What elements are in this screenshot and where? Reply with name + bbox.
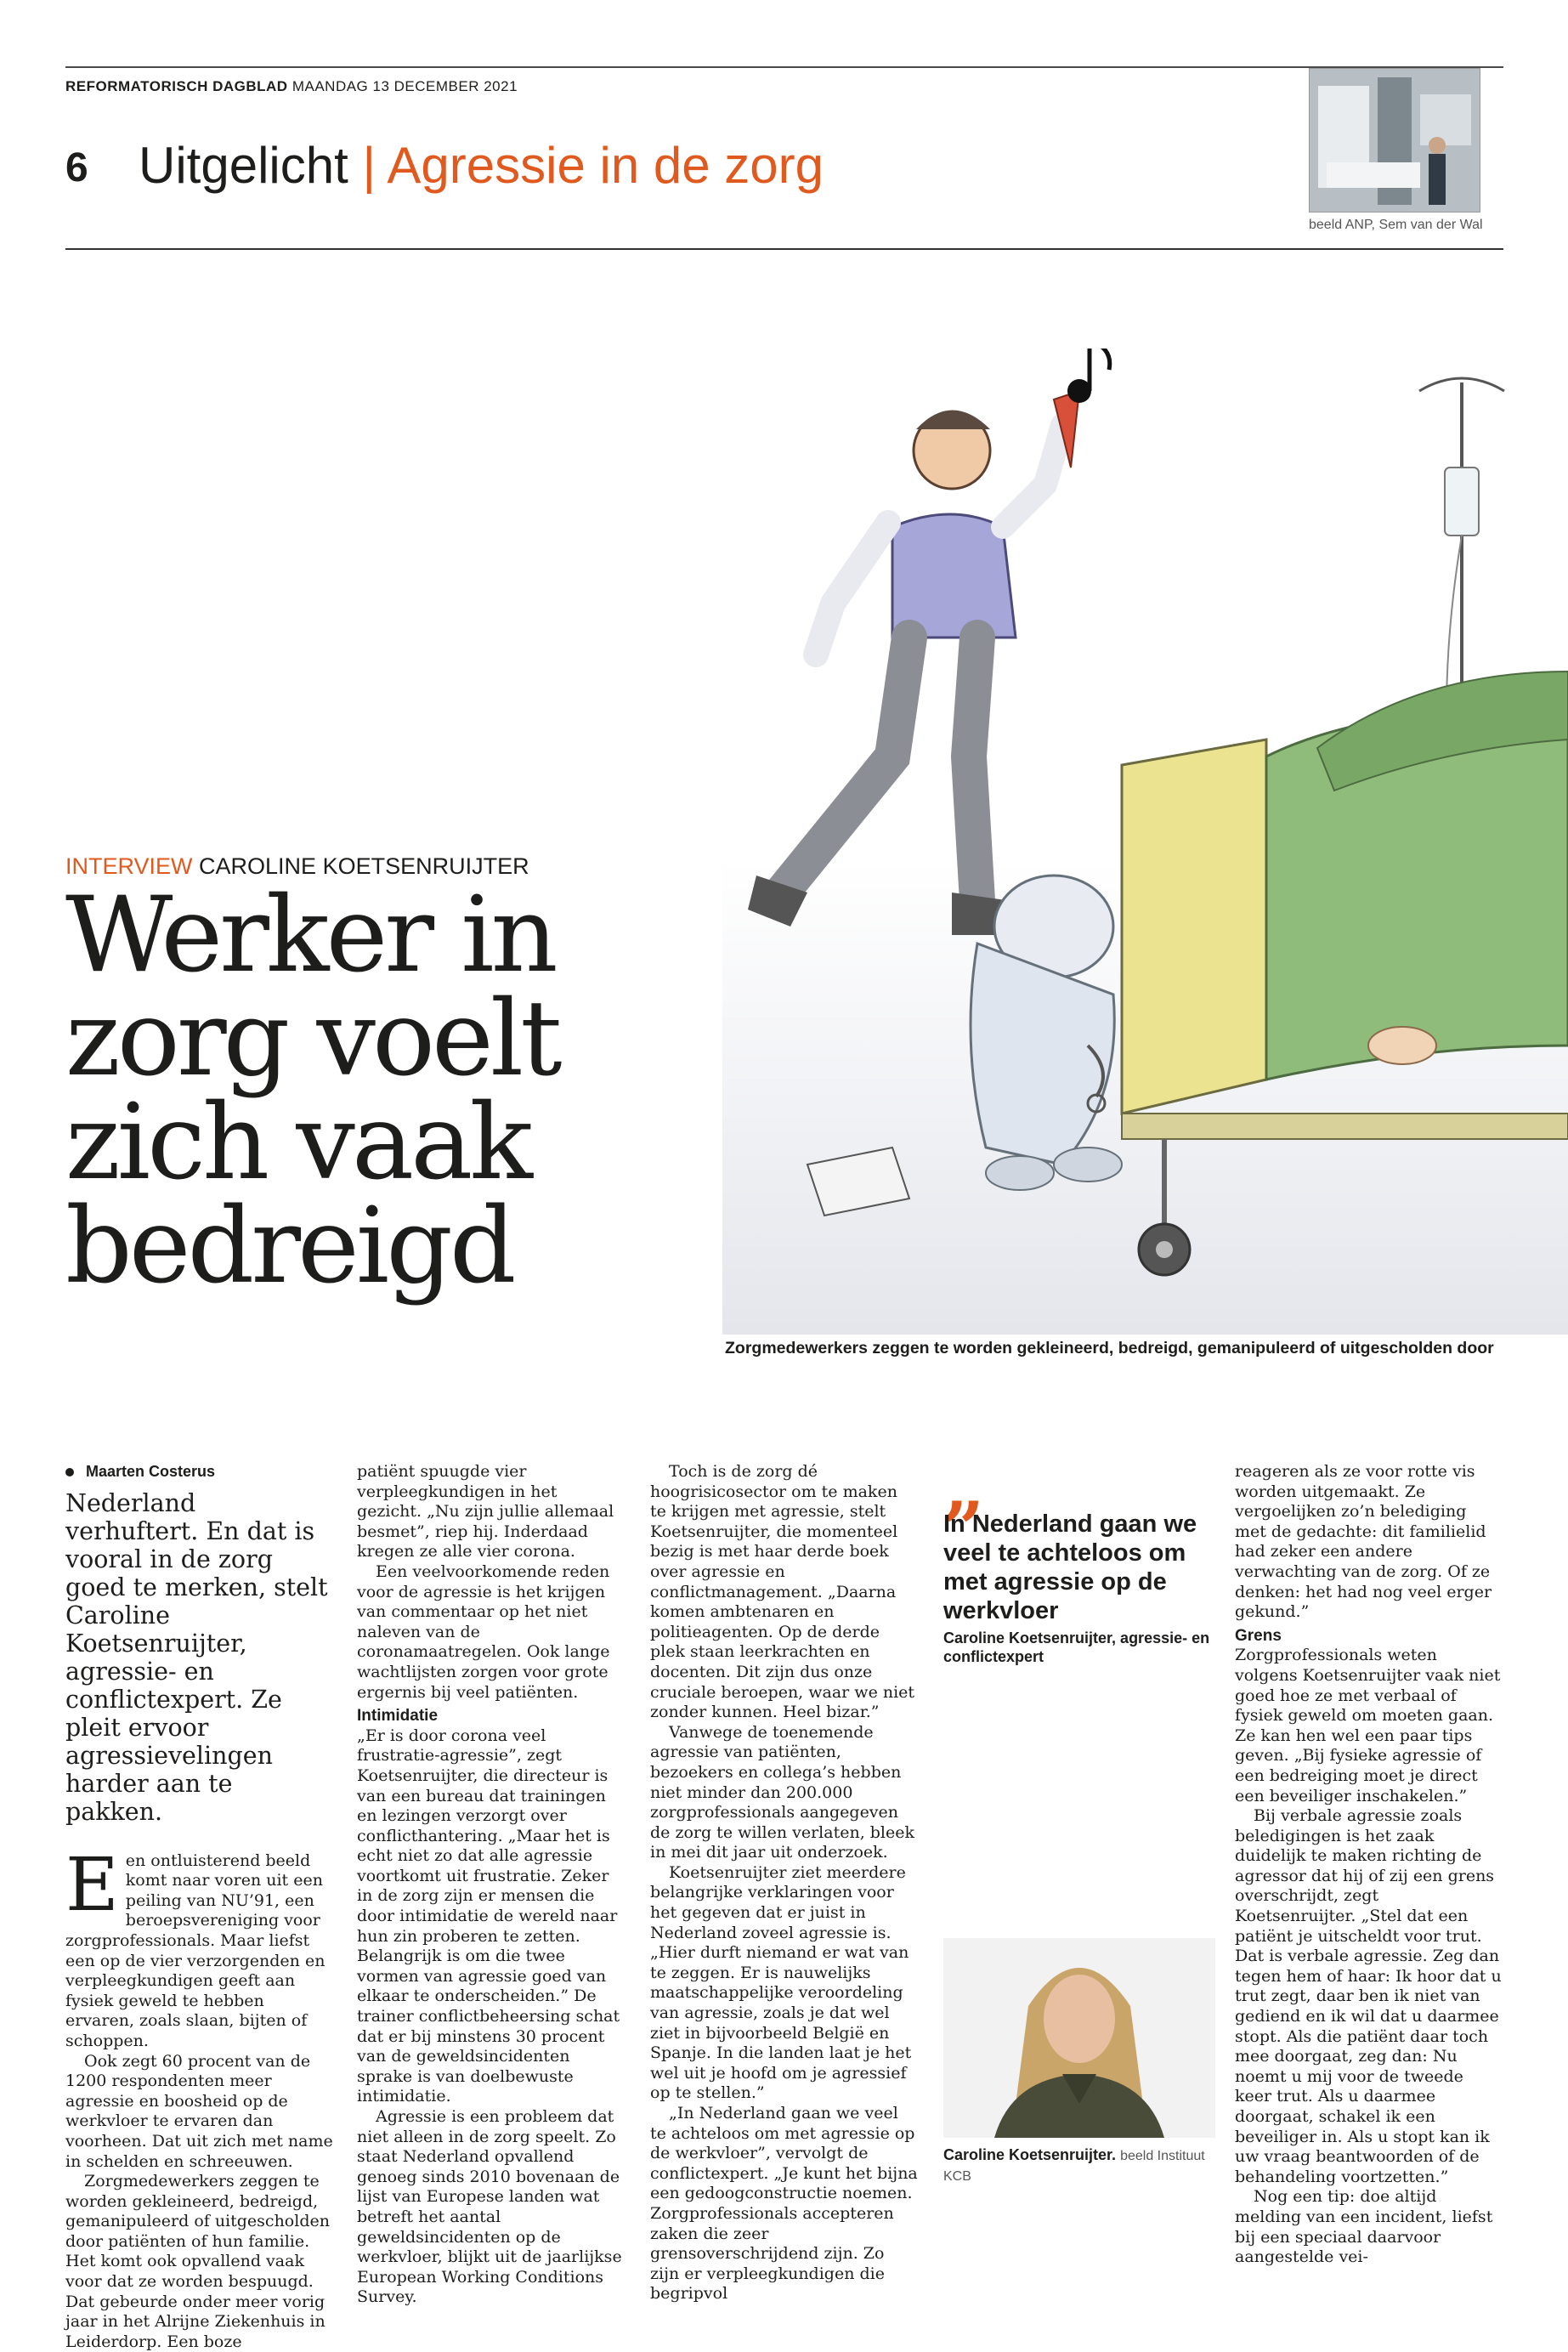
subheading: Grens — [1235, 1626, 1282, 1645]
pull-quote: In Nederland gaan we veel te achteloos om met agressie op de werkvloer — [943, 1510, 1197, 1624]
article-column-3 — [650, 1462, 918, 2304]
section-title — [139, 136, 824, 195]
quote-attribution: Caroline Koetsenruijter, agressie- en conflictexpert — [943, 1629, 1210, 1665]
paragraph: Zorgmedewerkers zeggen te worden gekleineerd, bedreigd, gemanipuleerd of uitgescholden door patiënten of hun familie. Het komt ook opvallend vaak voor dat ze worden bespuugd. Dat gebeurde onder meer vorig jaar in het Alrijne Ziekenhuis in Leiderdorp. Een boze — [65, 2172, 330, 2351]
quote-icon: „ — [943, 1444, 986, 1530]
section-sub: Agressie in de zorg — [387, 137, 824, 194]
article-column-1 — [65, 1462, 333, 2352]
masthead-paper: REFORMATORISCH DAGBLAD — [65, 78, 288, 94]
bullet-icon — [65, 1468, 74, 1476]
masthead-date: MAANDAG 13 DECEMBER 2021 — [292, 78, 518, 94]
paragraph: Een veelvoorkomende reden voor de agressie is het krijgen van commentaar op het niet naleven van de coronamaatregelen. Ook lange wachtlijsten zorgen voor grote ergernis bij veel patiënten. — [357, 1561, 610, 1702]
page-number: 6 — [65, 145, 88, 190]
paragraph: Koetsenruijter ziet meerdere belangrijke verklaringen voor het gegeven dat er juist in Nederland zoveel agressie is. „Hier durft niemand er wat van te zeggen. Er is nauwelijks maatschappelijke veroordeling van agressie, zoals je dat wel ziet in bijvoorbeeld België en Spanje. In die landen laat je het wel uit je hoofd om je agressief op te stellen.” — [650, 1862, 912, 2103]
section-main: Uitgelicht — [139, 137, 348, 194]
kicker-label: INTERVIEW — [65, 853, 193, 879]
illustration-caption: Zorgmedewerkers zeggen te worden gekleineerd, bedreigd, gemanipuleerd of uitgescholden door — [725, 1339, 1494, 1357]
portrait-name: Caroline Koetsenruijter. — [943, 2146, 1117, 2163]
article-column-5 — [1235, 1462, 1503, 2268]
headline-line: Werker in — [65, 875, 555, 996]
article-column-2 — [357, 1462, 625, 2308]
headline — [65, 875, 643, 1307]
paragraph: Een ontluisterend beeld komt naar voren uit een peiling van NU’91, een beroepsvereniging voor zorgprofessionals. Maar liefst een op de vier verzorgenden en verpleegkundigen geeft aan fysiek geweld te hebben ervaren, zoals slaan, bijten of schoppen. — [65, 1842, 325, 2050]
intro-text: Nederland verhuftert. En dat is vooral in de zorg goed te merken, stelt Caroline Koetsenruijter, agressie- en conflictexpert. Ze pleit ervoor agressievelingen harder aan te pakken. — [65, 1488, 328, 1826]
photo-credit: beeld ANP, Sem van der Wal — [1309, 218, 1483, 232]
subheading: Intimidatie — [357, 1707, 439, 1726]
portrait-credit: beeld Instituut KCB — [943, 2149, 1205, 2184]
masthead — [65, 78, 518, 95]
paragraph: Toch is de zorg dé hoogrisicosector om te maken te krijgen met agressie, stelt Koetsenruijter, die momenteel bezig is met haar derde boek over agressie en conflictmanagement. „Daarna komen ambtenaren en politieagenten. Op de derde plek staan leerkrachten en docenten. Dit zijn dus onze cruciale beroepen, waar we niet zonder kunnen. Heel bizar.” — [650, 1462, 915, 1722]
paragraph: Nog een tip: doe altijd melding van een incident, liefst bij een speciaal daarvoor aangestelde vei- — [1235, 2187, 1493, 2267]
drop-cap: E — [65, 1842, 119, 1928]
kicker-name: CAROLINE KOETSENRUIJTER — [199, 853, 529, 879]
headline-line: zorg voelt — [65, 978, 559, 1100]
cartoon-illustration — [722, 349, 1568, 1335]
paragraph: Bij verbale agressie zoals beledigingen is het zaak duidelijk te maken richting de agressor dat hij of zij een grens overschrijdt, zegt Koetsenruijter. „Stel dat een patiënt je uitscheldt voor trut. Dat is verbale agressie. Zeg dan tegen hem of haar: Ik hoor dat u trut zegt, daar ben ik niet van gediend en ik wil dat u daarmee stopt. Als die patiënt daar toch mee doorgaat, zeg dan: Nu noemt u mij voor de tweede keer trut. Als u daarmee doorgaat, schakel ik een beveiliger in. Als u stopt kan ik uw vraag beantwoorden of de behandeling voortzetten.” — [1235, 1806, 1502, 2186]
header-rule — [65, 248, 1503, 250]
top-rule — [65, 66, 1503, 68]
headline-line: zich vaak — [65, 1082, 530, 1204]
header-photo — [1309, 68, 1480, 213]
headline-line: bedreigd — [65, 1186, 513, 1307]
paragraph: Zorgprofessionals weten volgens Koetsenruijter vaak niet goed hoe ze met verbaal of fysiek geweld om moeten gaan. Ze kan hen wel een paar tips geven. „Bij fysieke agressie of een bedreiging moet je direct een beveiliger inschakelen.” — [1235, 1646, 1501, 1805]
author-name: Maarten Costerus — [86, 1463, 216, 1480]
paragraph: „Er is door corona veel frustratie-agressie”, zegt Koetsenruijter, die directeur is van een bureau dat trainingen en lezingen verzorgt over conflicthantering. „Maar het is echt niet zo dat alle agressie voortkomt uit frustratie. Zeker in de zorg zijn er mensen die door intimidatie de wereld naar hun zin proberen te zetten. Belangrijk is om die twee vormen van agressie goed van elkaar te onderscheiden.” De trainer conflictbeheersing schat dat er bij minstens 30 procent van de geweldsincidenten sprake is van doelbewuste intimidatie. — [357, 1726, 620, 2106]
paragraph: „In Nederland gaan we veel te achteloos om met agressie op de werkvloer”, vervolgt de conflictexpert. „Je kunt het bijna een gedoogconstructie noemen. Zorgprofessionals accepteren zaken die zeer grensoverschrijdend zijn. Zo zijn er verpleegkundigen die begripvol — [650, 2104, 918, 2304]
portrait-caption — [943, 2145, 1232, 2186]
section-separator: | — [348, 137, 388, 194]
portrait-photo — [943, 1938, 1215, 2138]
paragraph: reageren als ze voor rotte vis worden uitgemaakt. Ze vergoelijken zo’n belediging met de gedachte: dit familielid had zeker een andere verwachting van de zorg. Of ze denken: het had nog veel erger gekund.” — [1235, 1462, 1492, 1622]
paragraph: patiënt spuugde vier verpleegkundigen in het gezicht. „Nu zijn jullie allemaal besmet”, riep hij. Inderdaad kregen ze alle vier corona. — [357, 1462, 614, 1561]
paragraph: Vanwege de toenemende agressie van patiënten, bezoekers en collega’s hebben niet minder dan 200.000 zorgprofessionals aangegeven de zorg te willen verlaten, bleek in mei dit jaar uit onderzoek. — [650, 1722, 915, 1862]
paragraph: Agressie is een probleem dat niet alleen in de zorg speelt. Zo staat Nederland opvallend genoeg sinds 2010 bovenaan de lijst van Europese landen wat betreft het aantal geweldsincidenten op de werkvloer, blijkt uit de jaarlijkse European Working Conditions Survey. — [357, 2107, 622, 2307]
byline — [65, 1462, 333, 1482]
paragraph: Ook zegt 60 procent van de 1200 respondenten meer agressie en boosheid op de werkvloer te ervaren dan voorheen. Dat uit zich met name in schelden en schreeuwen. — [65, 2051, 333, 2171]
